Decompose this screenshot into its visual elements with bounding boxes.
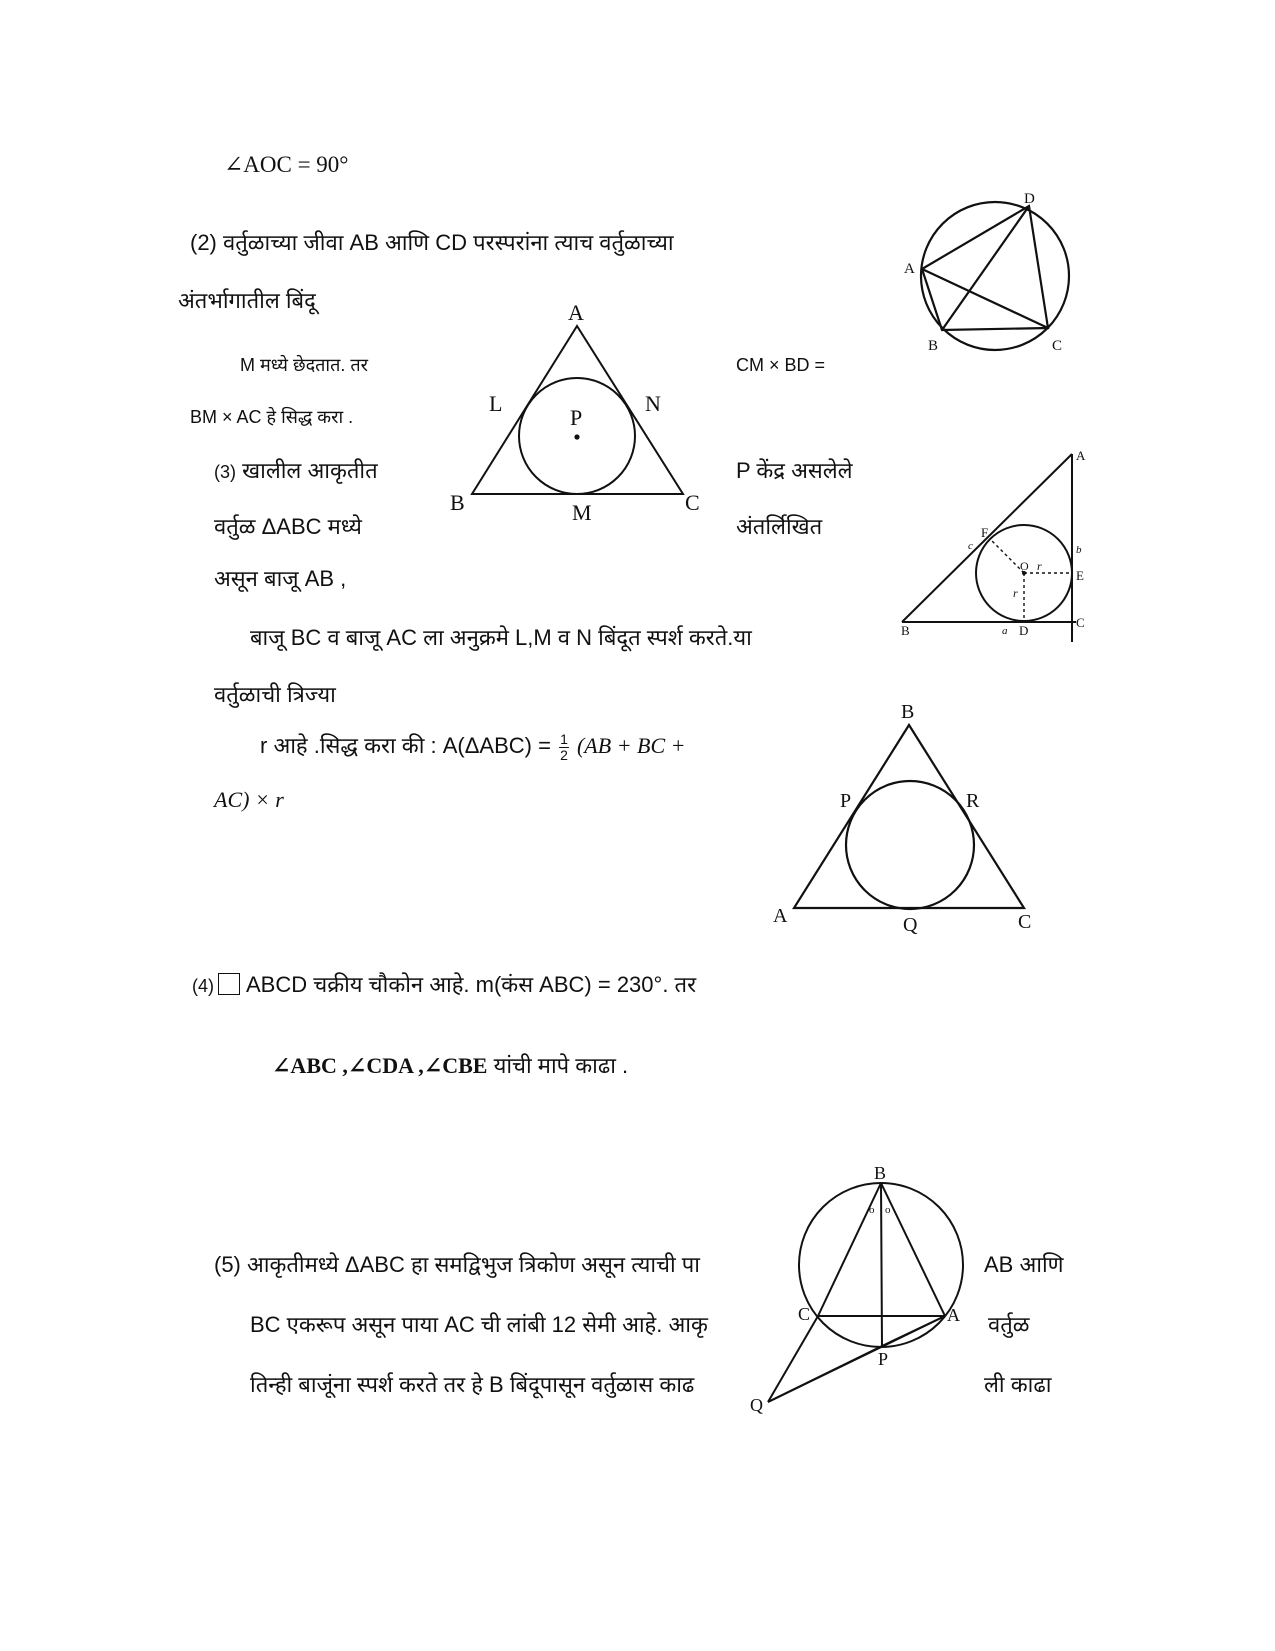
fig5-angle-mark-left: o bbox=[869, 1204, 875, 1216]
q3-line4: बाजू BC व बाजू AC ला अनुक्रमे L,M व N बिंदूत स्पर्श करते.या bbox=[250, 625, 752, 650]
fig3-label-f: F bbox=[981, 525, 989, 540]
fig2-label-n: N bbox=[645, 391, 661, 416]
q2-line1: (2) वर्तुळाच्या जीवा AB आणि CD परस्परांना त्याच वर्तुळाच्या bbox=[190, 230, 674, 255]
fig1-label-d: D bbox=[1024, 191, 1035, 207]
fig5-label-q: Q bbox=[750, 1395, 763, 1415]
fig5-label-c: C bbox=[798, 1304, 811, 1324]
fig2-label-a: A bbox=[568, 300, 584, 325]
q2-line3: M मध्ये छेदतात. तर bbox=[240, 355, 368, 375]
q3-line3: असून बाजू AB , bbox=[214, 566, 347, 591]
q5-line3: तिन्ही बाजूंना स्पर्श करते तर हे B बिंदूपासून वर्तुळास काढ bbox=[250, 1372, 695, 1397]
fig1-label-a: A bbox=[904, 261, 915, 277]
q3-formula-end: AC) × r bbox=[214, 787, 284, 812]
fig1-label-c: C bbox=[1052, 338, 1063, 354]
fig4-label-c: C bbox=[1018, 911, 1032, 933]
q4-number: (4) bbox=[192, 976, 214, 996]
fig3-label-r2: r bbox=[1013, 586, 1018, 600]
q3-line1-right: P केंद्र असलेले bbox=[736, 458, 853, 483]
fraction-numerator: 1 bbox=[560, 731, 568, 747]
q3-line1-text: खालील आकृतीत bbox=[242, 458, 378, 483]
fig4-label-p: P bbox=[840, 790, 852, 812]
q5-line3-right: ली काढा bbox=[984, 1372, 1052, 1397]
q4-line1-text: ABCD चक्रीय चौकोन आहे. m(कंस ABC) = 230°. तर bbox=[246, 972, 697, 997]
fig2-label-m: M bbox=[572, 500, 592, 525]
fig4-label-q: Q bbox=[903, 914, 918, 936]
q4-line2-text: यांची मापे काढा . bbox=[493, 1053, 629, 1078]
q3-number: (3) bbox=[214, 462, 236, 482]
fraction-denominator: 2 bbox=[560, 746, 568, 763]
q3-line2-right: अंतर्लिखित bbox=[736, 514, 823, 539]
q5-line2: BC एकरूप असून पाया AC ची लांबी 12 सेमी आहे. आकृ bbox=[250, 1312, 708, 1337]
q5-line1: (5) आकृतीमध्ये ΔABC हा समद्विभुज त्रिकोण असून त्याची पा bbox=[214, 1252, 701, 1277]
fig3-label-r1: r bbox=[1037, 559, 1042, 573]
fig5-label-a: A bbox=[947, 1305, 960, 1325]
fig3-label-e: E bbox=[1076, 568, 1084, 583]
fig5-angle-mark-right: o bbox=[885, 1204, 891, 1216]
fig1-label-b: B bbox=[928, 338, 939, 354]
fig3-label-d: D bbox=[1019, 623, 1029, 638]
fig3-label-b-lower: b bbox=[1076, 544, 1082, 556]
fig2-label-l: L bbox=[489, 391, 503, 416]
q2-line4: BM × AC हे सिद्ध करा . bbox=[190, 407, 354, 427]
q2-line2: अंतर्भागातील बिंदू bbox=[178, 288, 316, 313]
fig4-label-b: B bbox=[901, 701, 915, 723]
q3-formula-suffix: (AB + BC + bbox=[576, 733, 686, 758]
q3-formula-prefix: r आहे .सिद्ध करा की : A(ΔABC) = bbox=[260, 733, 558, 758]
fig3-label-a: A bbox=[1076, 448, 1086, 463]
fig5-label-b: B bbox=[874, 1163, 887, 1183]
fig2-label-c: C bbox=[685, 490, 700, 515]
line-angle-aoc: ∠AOC = 90° bbox=[224, 152, 349, 177]
q5-line2-right: वर्तुळ bbox=[988, 1312, 1030, 1337]
q2-line3-right: CM × BD = bbox=[736, 355, 826, 375]
q5-line1-right: AB आणि bbox=[984, 1252, 1064, 1277]
fig2-label-p: P bbox=[570, 405, 583, 430]
fig5-label-p: P bbox=[878, 1349, 889, 1369]
q3-line5: वर्तुळाची त्रिज्या bbox=[214, 682, 336, 707]
fig4-label-r: R bbox=[966, 790, 980, 812]
fig2-label-b: B bbox=[450, 490, 465, 515]
fig3-label-b: B bbox=[901, 623, 910, 638]
fig5-line-bp bbox=[881, 1183, 882, 1346]
fig3-label-c: C bbox=[1076, 615, 1085, 630]
fig3-label-a-lower: a bbox=[1002, 625, 1008, 637]
q3-line2: वर्तुळ ΔABC मध्ये bbox=[214, 514, 362, 539]
fig4-label-a: A bbox=[773, 905, 788, 927]
fig3-label-c-lower: c bbox=[968, 540, 973, 552]
fig3-label-o: O bbox=[1020, 559, 1029, 573]
q4-angles: ∠ABC ,∠CDA ,∠CBE bbox=[272, 1053, 488, 1078]
fig5-line-qa bbox=[768, 1316, 945, 1402]
